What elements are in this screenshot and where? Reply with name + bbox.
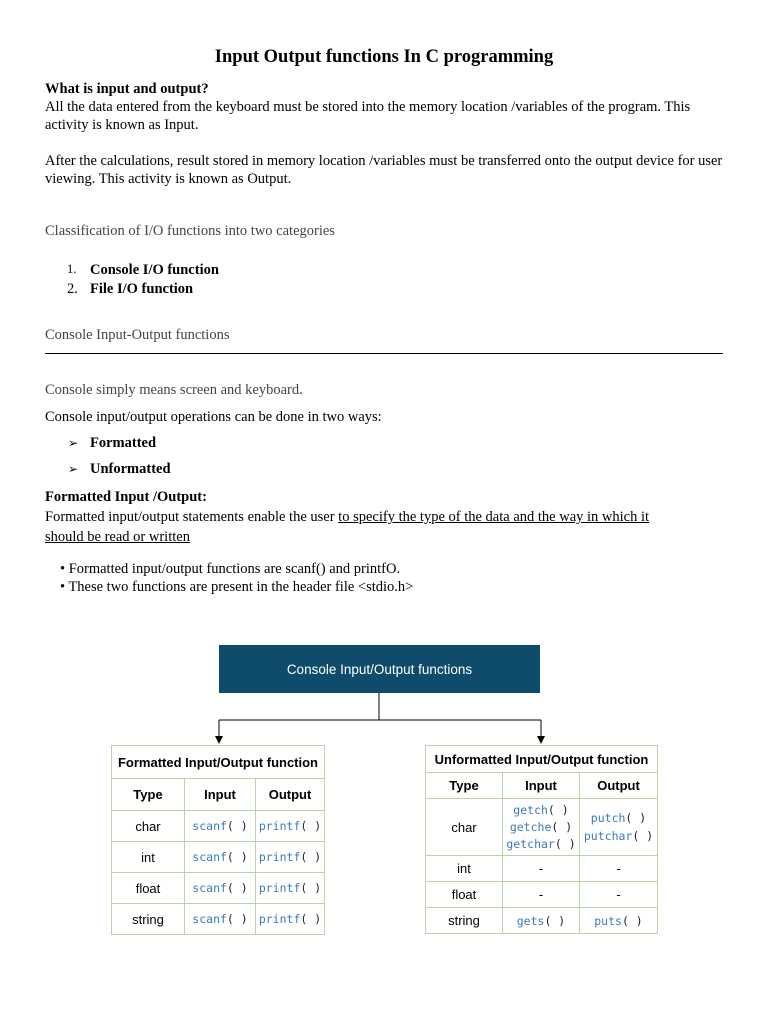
function-name: putch [590, 811, 626, 825]
section-heading-io: What is input and output? [45, 81, 209, 97]
function-name: putchar [583, 829, 633, 843]
input-cell [185, 873, 256, 904]
parens: ( ) [226, 850, 248, 864]
output-cell: - [580, 882, 658, 908]
console-ways-text: Console input/output operations can be done in two ways: [45, 409, 382, 425]
column-header: Output [580, 773, 658, 799]
formatted-table-caption: Formatted Input/Output function [112, 746, 325, 779]
function-name: printf [258, 912, 301, 926]
page-title: Input Output functions In C programming [214, 47, 554, 67]
table-row [112, 873, 325, 904]
input-cell [185, 842, 256, 873]
unformatted-table-caption: Unformatted Input/Output function [426, 746, 658, 773]
type-cell: int [426, 856, 503, 882]
column-header: Type [112, 779, 185, 811]
parens: ( ) [632, 829, 654, 843]
arrowhead-icon [215, 736, 223, 744]
function-name: scanf [192, 912, 227, 926]
input-cell [185, 811, 256, 842]
input-cell: - [503, 856, 580, 882]
function-name: scanf [192, 850, 227, 864]
type-cell: char [426, 799, 503, 856]
function-name: scanf [192, 881, 227, 895]
output-cell [256, 873, 325, 904]
output-cell [580, 908, 658, 934]
table-row [112, 842, 325, 873]
formatted-heading: Formatted Input /Output: [45, 489, 207, 505]
function-name: getche [509, 819, 552, 834]
diagram-root-box: Console Input/Output functions [219, 645, 540, 693]
paragraph-input: All the data entered from the keyboard must be stored into the memory location /variables of the program. This activity is known as Input. [45, 99, 691, 133]
function-name: printf [258, 850, 301, 864]
output-cell [256, 842, 325, 873]
column-header: Input [185, 779, 256, 811]
table-row [426, 908, 658, 934]
parens: ( ) [300, 881, 322, 895]
function-name: getchar [506, 836, 555, 851]
function-name: gets [516, 913, 545, 928]
type-cell: float [426, 882, 503, 908]
input-cell [185, 904, 256, 935]
console-means-text: Console simply means screen and keyboard. [45, 382, 303, 398]
arrowhead-icon [537, 736, 545, 744]
formatted-text-underlined: should be read or written [45, 529, 190, 545]
parens: ( ) [554, 836, 576, 851]
function-name: printf [258, 881, 301, 895]
input-cell [503, 908, 580, 934]
way-unformatted: Unformatted [90, 461, 171, 477]
table-row [426, 856, 658, 882]
arrow-bullet-icon: ➢ [68, 436, 79, 450]
type-cell: char [112, 811, 185, 842]
parens: ( ) [300, 819, 322, 833]
type-cell: int [112, 842, 185, 873]
bullet-item: • Formatted input/output functions are scanf() and printfO. [60, 561, 401, 577]
classification-text: Classification of I/O functions into two categories [45, 223, 335, 239]
input-cell: - [503, 882, 580, 908]
function-name: getch [513, 802, 548, 817]
input-cell [503, 799, 580, 856]
paragraph-output: After the calculations, result stored in memory location /variables must be transferred onto the output device for user viewing. This activity is known as Output. [45, 153, 723, 187]
formatted-table [111, 745, 325, 935]
way-formatted: Formatted [90, 435, 157, 451]
column-header: Input [503, 773, 580, 799]
parens: ( ) [547, 802, 569, 817]
unformatted-table [425, 745, 658, 934]
function-name: printf [258, 819, 301, 833]
parens: ( ) [300, 912, 322, 926]
arrow-bullet-icon: ➢ [68, 462, 79, 476]
list-item-file: File I/O function [90, 281, 194, 297]
type-cell: string [426, 908, 503, 934]
parens: ( ) [544, 913, 566, 928]
output-cell: - [580, 856, 658, 882]
column-header: Type [426, 773, 503, 799]
parens: ( ) [300, 850, 322, 864]
function-name: scanf [192, 819, 227, 833]
output-cell [256, 904, 325, 935]
function-name: puts [594, 913, 622, 928]
list-number: 2. [67, 281, 78, 297]
type-cell: string [112, 904, 185, 935]
formatted-text-underlined: to specify the type of the data and the way in which it [338, 509, 650, 525]
parens: ( ) [625, 811, 647, 825]
table-row [426, 799, 658, 856]
output-cell [580, 799, 658, 856]
console-heading: Console Input-Output functions [45, 327, 230, 343]
parens: ( ) [226, 819, 248, 833]
formatted-text-plain: Formatted input/output statements enable the user [45, 509, 339, 525]
column-header: Output [256, 779, 325, 811]
parens: ( ) [226, 881, 248, 895]
bullet-item: • These two functions are present in the header file <stdio.h> [60, 579, 414, 595]
type-cell: float [112, 873, 185, 904]
output-cell [256, 811, 325, 842]
parens: ( ) [226, 912, 248, 926]
list-number: 1. [67, 262, 77, 276]
table-row [426, 882, 658, 908]
list-item-console: Console I/O function [90, 262, 219, 278]
parens: ( ) [551, 819, 573, 834]
table-row [112, 904, 325, 935]
table-row [112, 811, 325, 842]
parens: ( ) [621, 913, 643, 928]
